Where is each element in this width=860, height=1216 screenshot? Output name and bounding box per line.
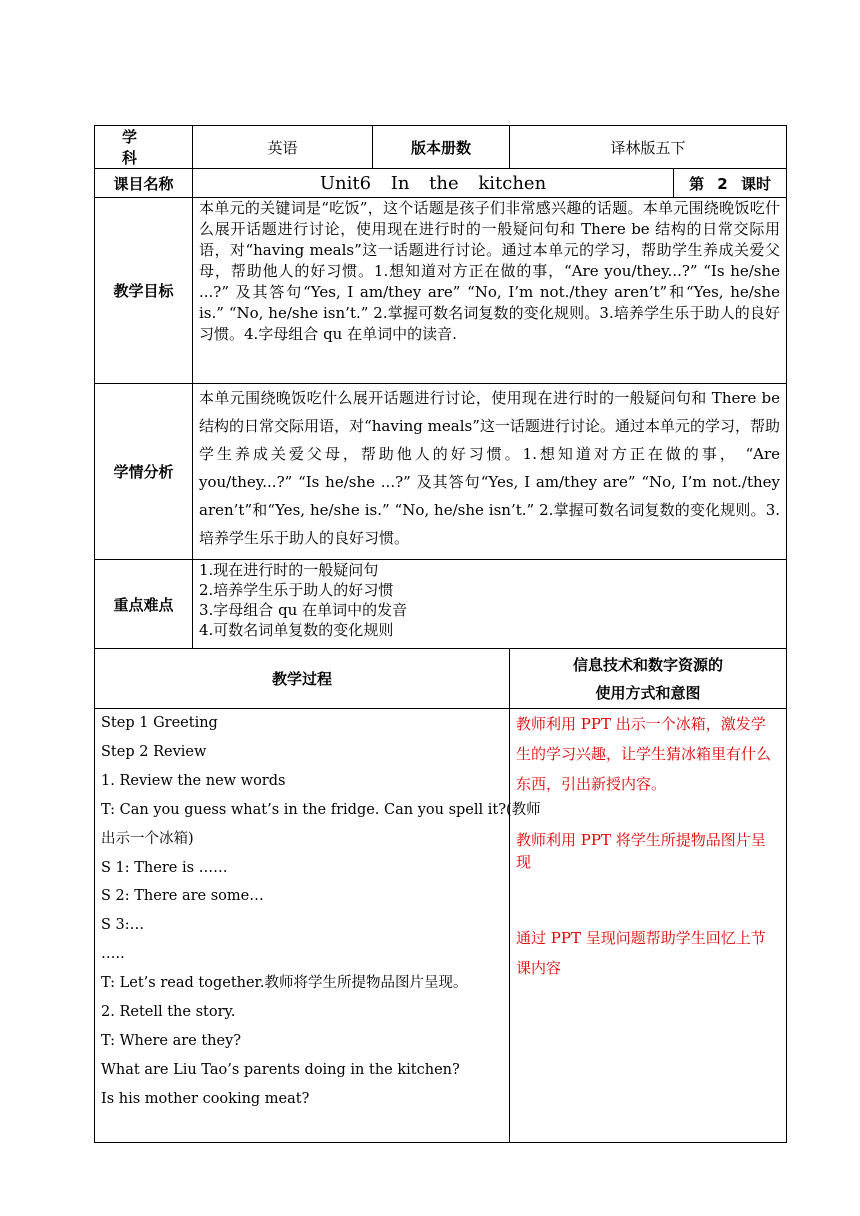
process-line: T: Can you guess what’s in the fridge. Can you spell it?(教师 [101, 801, 541, 818]
process-line: 2. Retell the story. [101, 1004, 236, 1021]
process-header: 教学过程 [95, 649, 510, 709]
subject-value: 英语 [193, 126, 373, 169]
course-title: Unit6 In the kitchen [193, 169, 674, 198]
objectives-label: 教学目标 [95, 198, 193, 384]
list-item: 4.可数名词单复数的变化规则 [199, 621, 394, 639]
course-label: 课目名称 [95, 169, 193, 198]
resources-header-line1: 信息技术和数字资源的 [573, 655, 724, 674]
process-line: 出示一个冰箱) [101, 830, 194, 847]
analysis-text: 本单元围绕晚饭吃什么展开话题进行讨论，使用现在进行时的一般疑问句和 There be 结构的日常交际用语，对“having meals”这一话题进行讨论。通过本单元的学习，帮助学生养成关爱父母，帮助他人的好习惯。1.想知道对方正在做的事， “Are you/they...?” “Is he/she ...?” 及其答句“Yes, I am/they are” “No, I’m not./they aren’t”和“Yes, he/she is.” “No, he/she isn’t.” 2.掌握可数名词复数的变化规则。3.培养学生乐于助人的良好习惯。 [193, 384, 787, 560]
list-item: 2.培养学生乐于助人的好习惯 [199, 581, 394, 599]
analysis-label: 学情分析 [95, 384, 193, 560]
lesson-plan-table [94, 125, 787, 1143]
key-points-list [193, 560, 787, 649]
process-content [95, 709, 541, 1143]
list-item: 1.现在进行时的一般疑问句 [199, 561, 379, 579]
process-line: T: Where are they? [101, 1032, 242, 1049]
process-line: ….. [101, 946, 125, 963]
process-line: Step 2 Review [101, 743, 207, 760]
process-line: S 1: There is …… [101, 859, 228, 876]
subject-label: 学科 [95, 126, 193, 169]
process-line: S 3:… [101, 917, 145, 934]
process-line: Step 1 Greeting [101, 715, 218, 731]
edition-label: 版本册数 [373, 126, 510, 169]
objectives-text: 本单元的关键词是“吃饭”，这个话题是孩子们非常感兴趣的话题。本单元围绕晚饭吃什么展开话题进行讨论，使用现在进行时的一般疑问句和 There be 结构的日常交际用语，对“having meals”这一话题进行讨论。通过本单元的学习，帮助学生养成关爱父母，帮助他人的好习惯。1.想知道对方正在做的事，“Are you/they...?” “Is he/she ...?” 及其答句“Yes, I am/they are” “No, I’m not./they aren’t”和“Yes, he/she is.” “No, he/she isn’t.” 2.掌握可数名词复数的变化规则。3.培养学生乐于助人的良好习惯。4.字母组合 qu 在单词中的读音. [193, 198, 787, 384]
process-line: T: Let’s read together.教师将学生所提物品图片呈现。 [101, 975, 468, 992]
process-line: What are Liu Tao’s parents doing in the kitchen? [101, 1061, 460, 1078]
process-line: 1. Review the new words [101, 772, 286, 789]
list-item: 3.字母组合 qu 在单词中的发音 [199, 601, 408, 619]
key-points-label: 重点难点 [95, 560, 193, 649]
resources-header-line2: 使用方式和意图 [595, 683, 701, 702]
resource-notes [510, 709, 787, 1143]
process-line: Is his mother cooking meat? [101, 1090, 310, 1107]
resource-note: 通过 PPT 呈现问题帮助学生回忆上节课内容 [516, 929, 766, 977]
resource-note: 教师利用 PPT 将学生所提物品图片呈现 [516, 831, 766, 871]
resources-header [510, 649, 787, 709]
edition-value: 译林版五下 [510, 126, 787, 169]
resource-note: 教师利用 PPT 出示一个冰箱，激发学生的学习兴趣，让学生猜冰箱里有什么东西，引出新授内容。 [516, 715, 772, 793]
process-line: S 2: There are some… [101, 888, 264, 905]
period-number: 第 2 课时 [674, 169, 787, 198]
